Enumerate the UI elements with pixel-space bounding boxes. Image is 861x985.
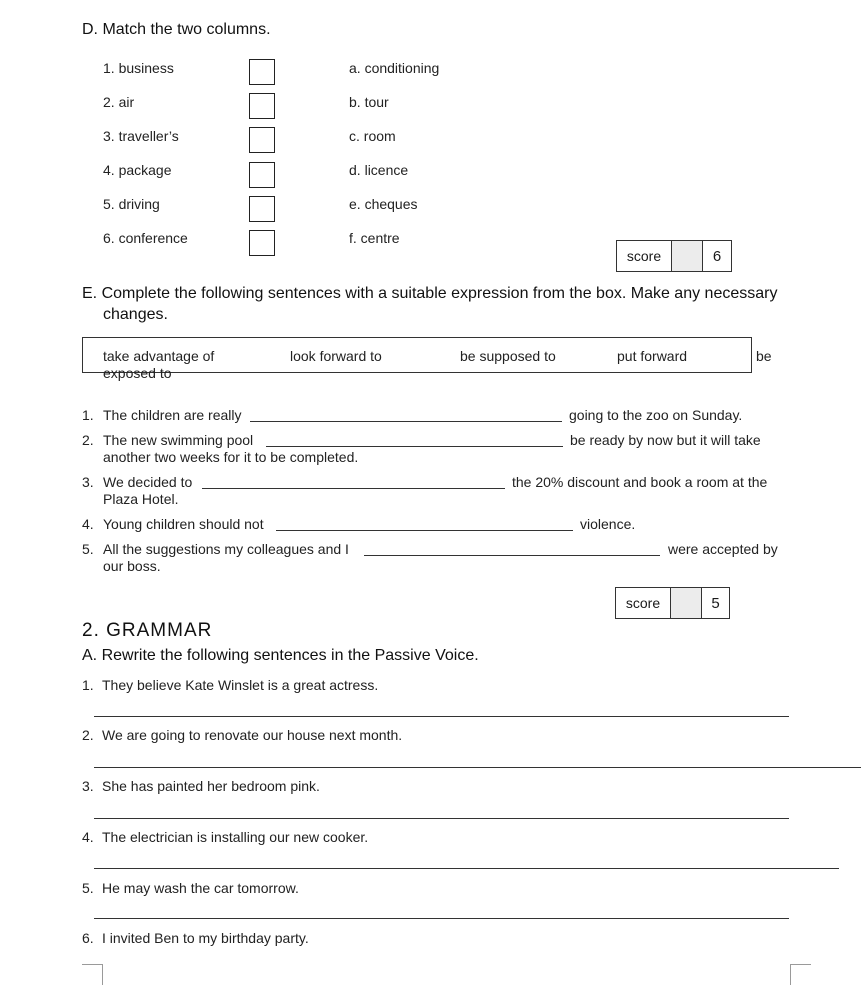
answer-line[interactable] — [94, 918, 789, 919]
sentence-number: 5. — [82, 541, 94, 557]
score-box — [616, 240, 732, 272]
answer-line[interactable] — [276, 530, 573, 531]
exercise-text: We are going to renovate our house next month. — [102, 727, 403, 743]
item-text: air — [118, 94, 135, 110]
section-e-title-cont: changes. — [103, 306, 168, 323]
grammar-subtitle: A. Rewrite the following sentences in the Passive Voice. — [82, 647, 479, 664]
grammar-title: 2. GRAMMAR — [82, 620, 213, 641]
match-left-item — [103, 94, 134, 110]
exercise-number: 4. — [82, 829, 94, 845]
answer-line[interactable] — [94, 818, 789, 819]
exercise-text: She has painted her bedroom pink. — [102, 778, 320, 794]
item-text: cheques — [364, 196, 418, 212]
match-right-item — [349, 128, 396, 144]
match-left-item — [103, 60, 174, 76]
match-right-item — [349, 162, 408, 178]
item-letter: e. — [349, 196, 361, 212]
exercise-number: 2. — [82, 727, 94, 743]
answer-box[interactable] — [249, 162, 275, 188]
sentence-text: our boss. — [103, 558, 161, 574]
sentence-text: Young children should not — [103, 516, 264, 532]
match-right-item — [349, 230, 400, 246]
match-left-item — [103, 196, 160, 212]
sentence-number: 4. — [82, 516, 94, 532]
answer-box[interactable] — [249, 196, 275, 222]
exercise-text: They believe Kate Winslet is a great actress. — [102, 677, 379, 693]
answer-line[interactable] — [94, 868, 839, 869]
exercise-text: The electrician is installing our new cooker. — [102, 829, 369, 845]
sentence-text: Plaza Hotel. — [103, 491, 179, 507]
answer-line[interactable] — [250, 421, 562, 422]
exercise-text: I invited Ben to my birthday party. — [102, 930, 309, 946]
match-right-item — [349, 94, 389, 110]
item-number: 2. — [103, 94, 115, 110]
item-letter: c. — [349, 128, 360, 144]
item-text: tour — [364, 94, 389, 110]
score-blank[interactable] — [672, 241, 703, 271]
match-left-item — [103, 162, 172, 178]
sentence-text: violence. — [580, 516, 636, 532]
answer-box[interactable] — [249, 127, 275, 153]
sentence-text: were accepted by — [668, 541, 778, 557]
item-text: traveller’s — [118, 128, 179, 144]
exercise-text: He may wash the car tomorrow. — [102, 880, 299, 896]
word-box-item: be — [756, 348, 772, 364]
answer-line[interactable] — [202, 488, 505, 489]
sentence-text: All the suggestions my colleagues and I — [103, 541, 349, 557]
sentence-text: be ready by now but it will take — [570, 432, 761, 448]
match-left-item — [103, 230, 188, 246]
exercise-number: 1. — [82, 677, 94, 693]
sentence-text: We decided to — [103, 474, 193, 490]
score-label: score — [617, 241, 672, 271]
sentence-number: 1. — [82, 407, 94, 423]
item-text: conditioning — [364, 60, 440, 76]
item-text: centre — [360, 230, 400, 246]
exercise-number: 5. — [82, 880, 94, 896]
answer-box[interactable] — [249, 93, 275, 119]
sentence-text: the 20% discount and book a room at the — [512, 474, 768, 490]
sentence-text: The new swimming pool — [103, 432, 254, 448]
page-corner-mark — [82, 964, 103, 985]
exercise-number: 3. — [82, 778, 94, 794]
item-text: room — [363, 128, 396, 144]
sentence-number: 3. — [82, 474, 94, 490]
answer-line[interactable] — [94, 716, 789, 717]
item-letter: b. — [349, 94, 361, 110]
section-d-title: D. Match the two columns. — [82, 21, 271, 38]
word-box-item: put forward — [617, 348, 688, 364]
section-e-title: E. Complete the following sentences with a suitable expression from the box. Make any necessary — [82, 285, 778, 302]
item-text: package — [118, 162, 172, 178]
sentence-text: The children are really — [103, 407, 242, 423]
word-box-item: look forward to — [290, 348, 382, 364]
answer-box[interactable] — [249, 59, 275, 85]
sentence-text: going to the zoo on Sunday. — [569, 407, 743, 423]
word-box-item: take advantage of — [103, 348, 215, 364]
answer-line[interactable] — [266, 446, 563, 447]
sentence-number: 2. — [82, 432, 94, 448]
match-left-item — [103, 128, 179, 144]
item-text: conference — [118, 230, 188, 246]
item-text: business — [118, 60, 174, 76]
match-right-item — [349, 60, 439, 76]
score-box — [615, 587, 730, 619]
word-box-item: exposed to — [103, 365, 172, 381]
page-corner-mark — [790, 964, 811, 985]
item-number: 4. — [103, 162, 115, 178]
item-letter: f. — [349, 230, 357, 246]
item-number: 3. — [103, 128, 115, 144]
item-number: 1. — [103, 60, 115, 76]
answer-line[interactable] — [364, 555, 660, 556]
score-value: 5 — [711, 594, 720, 612]
item-text: licence — [364, 162, 409, 178]
match-right-item — [349, 196, 418, 212]
item-letter: a. — [349, 60, 361, 76]
word-box-item: be supposed to — [460, 348, 556, 364]
answer-line[interactable] — [94, 767, 861, 768]
score-value: 6 — [712, 247, 722, 265]
item-text: driving — [118, 196, 160, 212]
score-blank[interactable] — [671, 588, 702, 618]
score-label: score — [616, 588, 671, 618]
answer-box[interactable] — [249, 230, 275, 256]
sentence-text: another two weeks for it to be completed. — [103, 449, 359, 465]
item-letter: d. — [349, 162, 361, 178]
exercise-number: 6. — [82, 930, 94, 946]
item-number: 5. — [103, 196, 115, 212]
item-number: 6. — [103, 230, 115, 246]
